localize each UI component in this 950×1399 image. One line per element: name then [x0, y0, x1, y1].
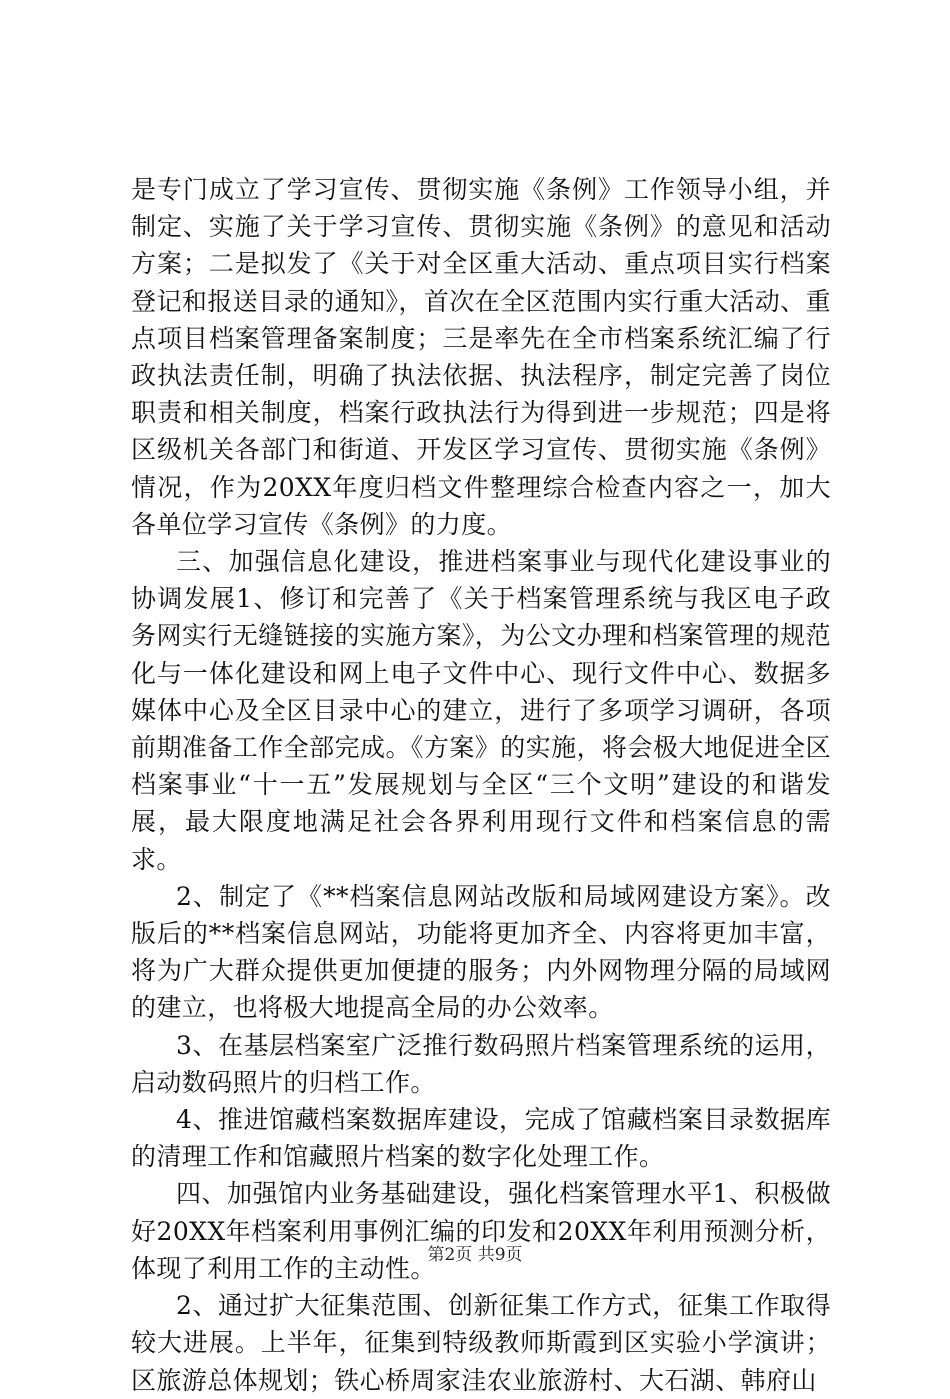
paragraph-continuation: 是专门成立了学习宣传、贯彻实施《条例》工作领导小组，并制定、实施了关于学习宣传、贯彻实施《条例》的意见和活动方案；二是拟发了《关于对全区重大活动、重点项目实行档案登记和报送目录的通知》，首次在全区范围内实行重大活动、重点项目档案管理备案制度；三是率先在全市档案系统汇编了行政执法责任制，明确了执法依据、执法程序，制定完善了岗位职责和相关制度，档案行政执法行为得到进一步规范；四是将区级机关各部门和街道、开发区学习宣传、贯彻实施《条例》情况，作为20XX年度归档文件整理综合检查内容之一，加大各单位学习宣传《条例》的力度。: [131, 175, 831, 539]
paragraph-item-2-collection: 2、通过扩大征集范围、创新征集工作方式，征集工作取得较大进展。上半年，征集到特级教师斯霞到区实验小学演讲；区旅游总体规划；铁心桥周家洼农业旅游村、大石湖、韩府山: [131, 1291, 831, 1395]
paragraph-section-three: 三、加强信息化建设，推进档案事业与现代化建设事业的协调发展1、修订和完善了《关于档案管理系统与我区电子政务网实行无缝链接的实施方案》，为公文办理和档案管理的规范化与一体化建设和网上电子文件中心、现行文件中心、数据多媒体中心及全区目录中心的建立，进行了多项学习调研，各项前期准备工作全部完成。《方案》的实施，将会极大地促进全区档案事业“十一五”发展规划与全区“三个文明”建设的和谐发展，最大限度地满足社会各界利用现行文件和档案信息的需求。: [131, 547, 831, 874]
page-footer: 第2页 共9页: [427, 1245, 523, 1265]
paragraph-item-4-database: 4、推进馆藏档案数据库建设，完成了馆藏档案目录数据库的清理工作和馆藏照片档案的数字化处理工作。: [131, 1105, 831, 1172]
paragraph-section-four: 四、加强馆内业务基础建设，强化档案管理水平1、积极做好20XX年档案利用事例汇编的印发和20XX年利用预测分析，体现了利用工作的主动性。: [131, 1179, 831, 1283]
paragraph-item-2-website: 2、制定了《**档案信息网站改版和局域网建设方案》。改版后的**档案信息网站，功能将更加齐全、内容将更加丰富，将为广大群众提供更加便捷的服务；内外网物理分隔的局域网的建立，也将极大地提高全局的办公效率。: [131, 881, 831, 1023]
paragraph-item-3-photos: 3、在基层档案室广泛推行数码照片档案管理系统的运用，启动数码照片的归档工作。: [131, 1030, 831, 1097]
document-body: [131, 171, 831, 1399]
